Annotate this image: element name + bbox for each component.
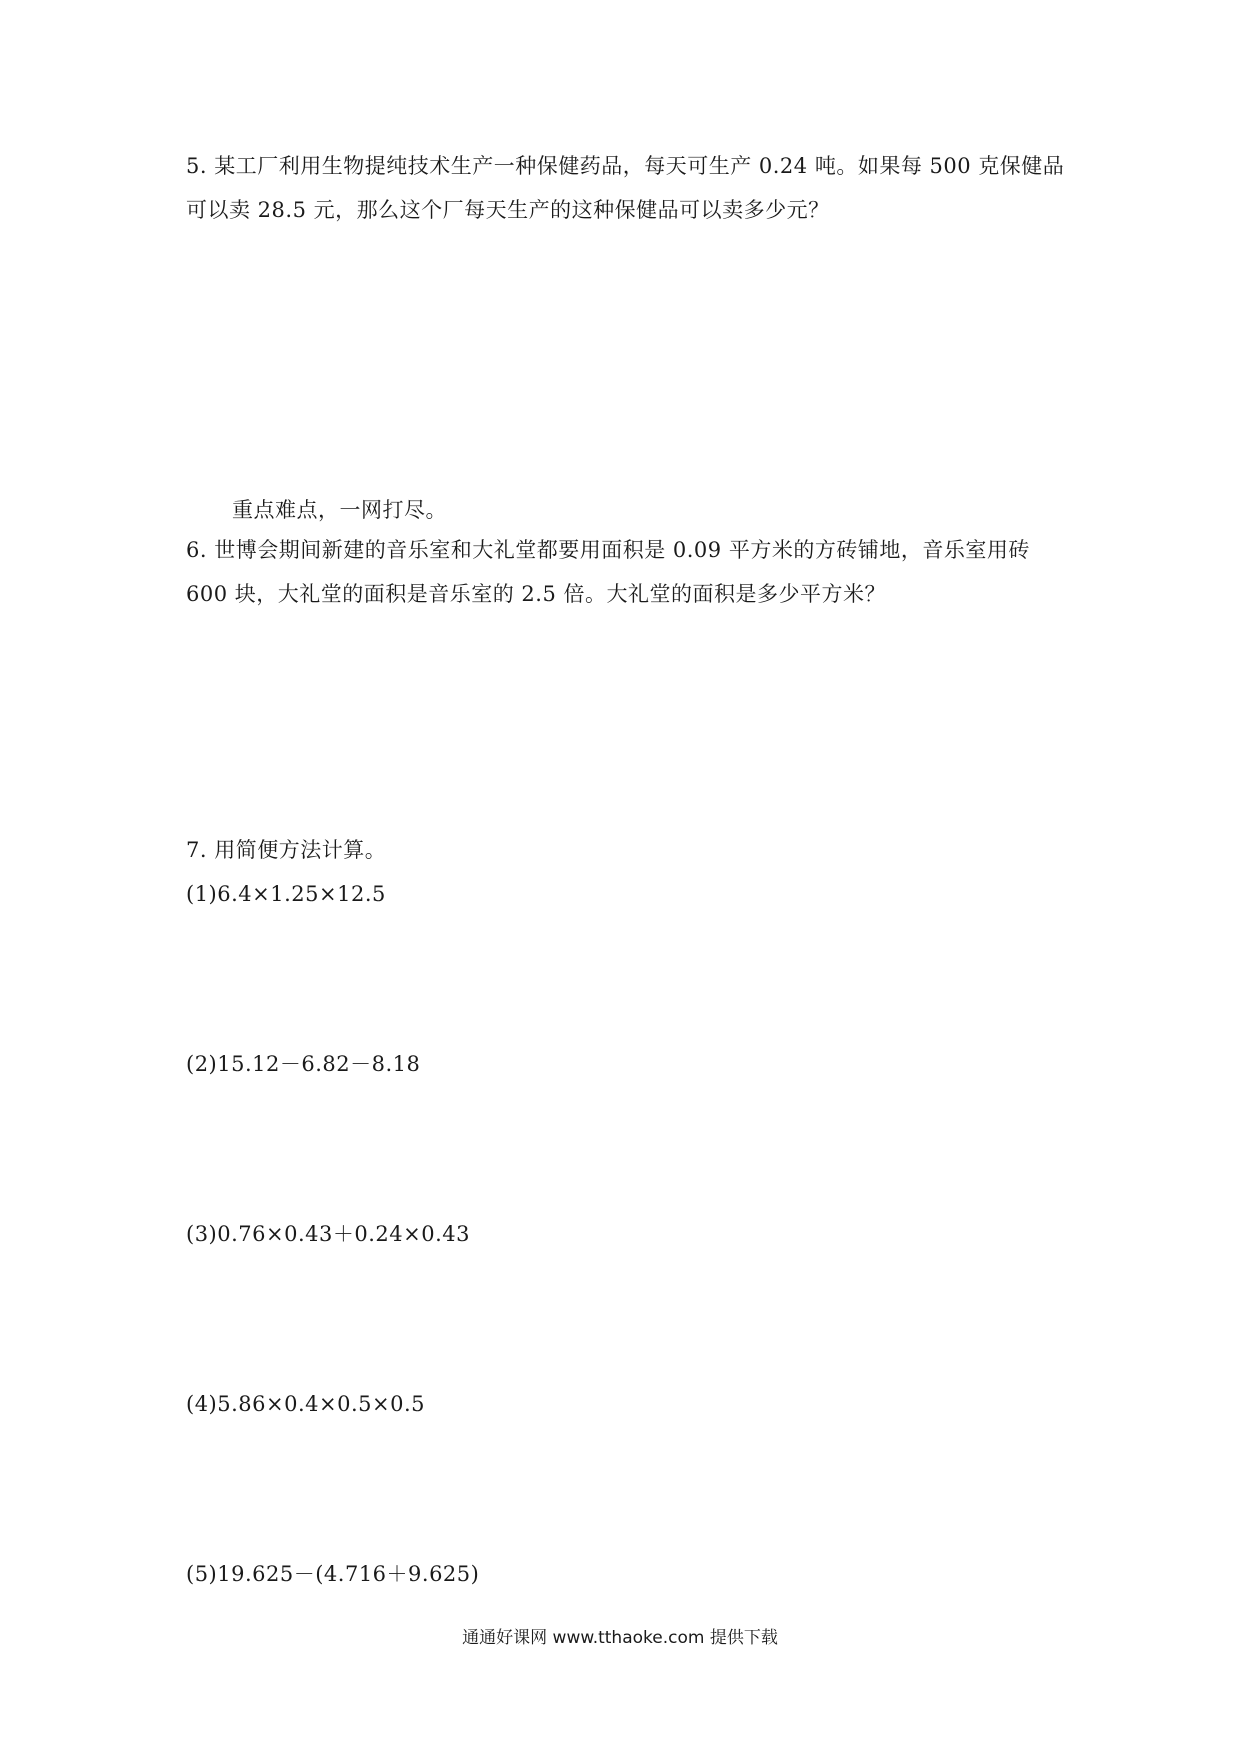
question-7-item-3: (3)0.76×0.43＋0.24×0.43 (186, 1222, 470, 1246)
question-5-line-2: 可以卖 28.5 元，那么这个厂每天生产的这种保健品可以卖多少元？ (186, 198, 830, 222)
question-7-item-2: (2)15.12－6.82－8.18 (186, 1052, 421, 1076)
page-footer: 通通好课网 www.tthaoke.com 提供下载 (462, 1628, 778, 1648)
question-6-line-1: 6. 世博会期间新建的音乐室和大礼堂都要用面积是 0.09 平方米的方砖铺地，音乐室用砖 (186, 538, 1030, 562)
question-7-item-4: (4)5.86×0.4×0.5×0.5 (186, 1392, 425, 1416)
question-7-item-1: (1)6.4×1.25×12.5 (186, 882, 386, 906)
question-5-line-1: 5. 某工厂利用生物提纯技术生产一种保健药品，每天可生产 0.24 吨。如果每 500 克保健品 (186, 154, 1065, 178)
question-7-title: 7. 用简便方法计算。 (186, 838, 387, 862)
question-6-line-2: 600 块，大礼堂的面积是音乐室的 2.5 倍。大礼堂的面积是多少平方米？ (186, 582, 887, 606)
question-7-item-5: (5)19.625－(4.716＋9.625) (186, 1562, 480, 1586)
slogan-text: 重点难点，一网打尽。 (232, 498, 447, 522)
